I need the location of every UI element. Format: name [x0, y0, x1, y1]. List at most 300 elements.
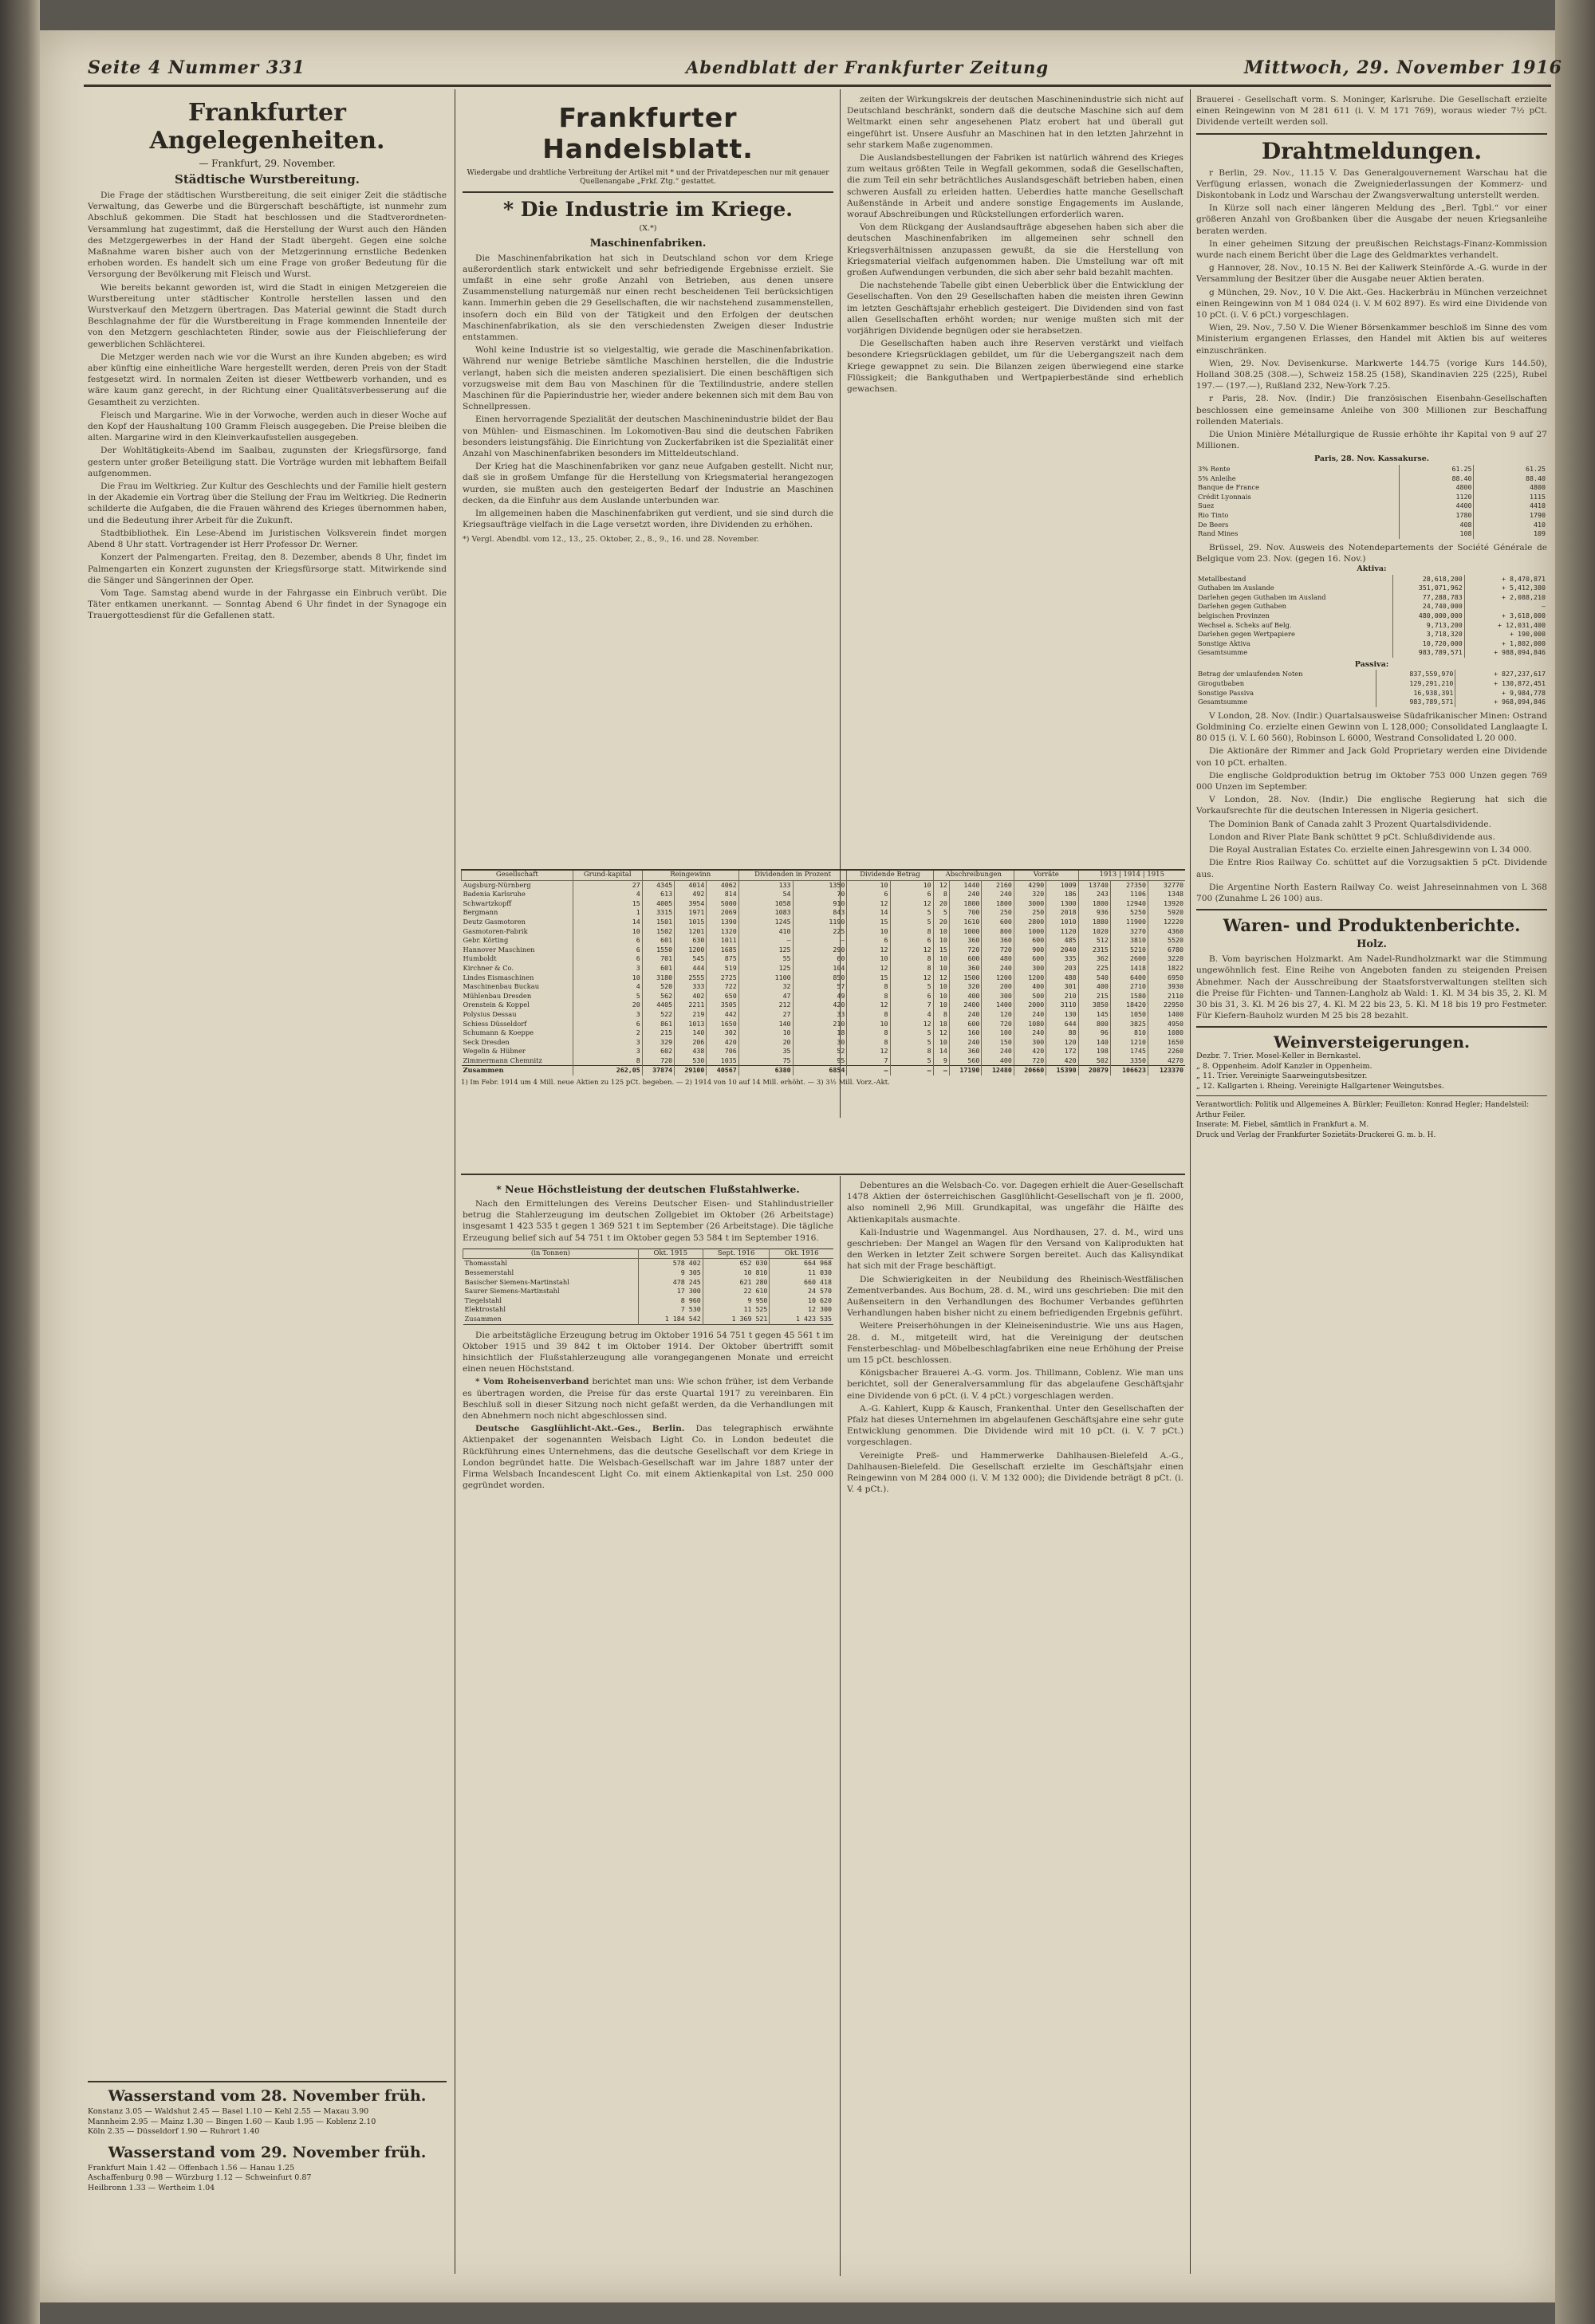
table-cell: 300 [982, 992, 1014, 1001]
paris-rates-title: Paris, 28. Nov. Kassakurse. [1313, 454, 1430, 464]
table-cell: 2000 [1014, 1001, 1046, 1010]
table-cell: Zimmermann Chemnitz [463, 1056, 542, 1064]
table-cell: 212 [738, 1001, 793, 1010]
table-cell: 8 [847, 1028, 890, 1038]
water-level-row: Frankfurt Main 1.42 — Offenbach 1.56 — Hanau 1.25 [88, 2163, 295, 2173]
table-cell: Wegelin & Hübner [463, 1047, 526, 1056]
column-rule [1190, 89, 1191, 2274]
table-cell: + 9,984,778 [1455, 689, 1547, 698]
liabilities-title: Passiva: [1354, 659, 1389, 669]
table-cell: 6380 [738, 1066, 793, 1075]
table-cell: 172 [1046, 1047, 1078, 1056]
table-cell: 20 [738, 1038, 793, 1048]
wood-report: B. Vom bayrischen Holzmarkt. Am Nadel-Rundholzmarkt war die Stimmung ungewöhnlich fest. Eine Reihe von Angeboten fanden zu steigenden Preisen Abnehmer. Nach der Ausschreibung der Staatsforstverwaltungen stellten sich die Preise für Fichten- und Tannen-Langholz ab Wald: 1. Kl. M 34 bis 35, 2. Kl. M 30 bis 31, 3. Kl. M 26 bis 27, 4. Kl. M 22 bis 23, 5. Kl. M 18 bis 19 pro Festmeter. Für Kiefern-Bauholz wurden M 25 bis 28 bezahlt. [1196, 954, 1547, 1021]
table-cell: 12 [847, 946, 890, 955]
article-body [1196, 167, 1547, 452]
table-cell: 1650 [1148, 1038, 1185, 1048]
paragraph: g Hannover, 28. Nov., 10.15 N. Bei der Kaliwerk Steinförde A.-G. wurde in der Versammlung der Besitzer über die Ausgabe neuer Aktien beraten. [1196, 263, 1547, 285]
wine-auction-row: „ 11. Trier. Vereinigte Saarweingutsbesitzer. [1196, 1072, 1368, 1081]
table-cell: 600 [1014, 954, 1046, 964]
table-cell: 262,05 [573, 1066, 642, 1075]
paragraph: In Kürze soll nach einer längeren Meldung des „Berl. Tgbl.“ vor einer größeren Anzahl von Großbanken über die Ausgabe der neuen Kriegsanleihe beraten werden. [1196, 203, 1547, 236]
paragraph: Der Krieg hat die Maschinenfabriken vor ganz neue Aufgaben gestellt. Nicht nur, daß sie in großem Umfange für die Herstellung von Kriegsmaterial herangezogen wurden, sie mußten auch den gesteigerten Bedarf der Industrie an Maschinen decken, da die Einfuhr aus dem Auslande unterbunden war. [463, 462, 833, 505]
table-cell: 77,288,783 [1393, 593, 1465, 603]
table-sum-row [462, 1066, 1186, 1075]
table-cell: 10 [933, 1001, 949, 1010]
table-row [1196, 621, 1547, 631]
table-cell: 1800 [1078, 899, 1110, 909]
table-cell: Schiess Düsseldorf [463, 1019, 527, 1028]
table-cell: 1 423 535 [770, 1315, 833, 1324]
table-cell: 120 [982, 1010, 1014, 1020]
water-level-row: Aschaffenburg 0.98 — Würzburg 1.12 — Schweinfurt 0.87 [88, 2173, 312, 2182]
assets-title: Aktiva: [1357, 564, 1387, 574]
table-cell: 1348 [1148, 890, 1185, 899]
newspaper-title-header: Abendblatt der Frankfurter Zeitung [686, 57, 1050, 77]
table-cell: 60 [793, 954, 847, 964]
table-cell: 335 [1046, 954, 1078, 964]
table-cell: 488 [1046, 973, 1078, 983]
table-cell: 420 [793, 1001, 847, 1010]
table-cell: 28,618,200 [1393, 575, 1465, 584]
table-cell: Darlehen gegen Guthaben im Ausland [1198, 592, 1326, 601]
table-cell: 1350 [793, 880, 847, 890]
footnote: *) Vergl. Abendbl. vom 12., 13., 25. Oktober, 2., 8., 9., 16. und 28. November. [463, 535, 759, 545]
table-cell: Zusammen [462, 1066, 573, 1075]
table-row [462, 1056, 1186, 1066]
article-number: (X.*) [639, 224, 657, 233]
table-cell: 360 [949, 936, 982, 946]
table-cell: + 12,031,400 [1464, 621, 1547, 631]
table-cell: 4005 [642, 899, 674, 909]
table-cell: 240 [1014, 1010, 1046, 1020]
table-cell: 9 [933, 1056, 949, 1066]
water-level-row: Köln 2.35 — Düsseldorf 1.90 — Ruhrort 1.40 [88, 2127, 260, 2136]
imprint-line: Druck und Verlag der Frankfurter Sozietäts-Druckerei G. m. b. H. [1196, 1131, 1436, 1139]
table-row [1196, 593, 1547, 603]
table-cell: 1080 [1014, 1020, 1046, 1029]
table-cell: 1685 [707, 946, 738, 955]
table-cell: 442 [707, 1010, 738, 1020]
table-cell: 140 [738, 1020, 793, 1029]
table-cell: 613 [642, 890, 674, 899]
table-cell: 10 [933, 964, 949, 973]
table-cell: 215 [642, 1028, 674, 1038]
table-cell: Metallbestand [1198, 574, 1246, 583]
table-row [462, 973, 1186, 983]
table-cell: 206 [675, 1038, 707, 1048]
table-cell: Gesamtsumme [1198, 648, 1248, 657]
table-row [1196, 648, 1547, 658]
table-cell: 203 [1046, 964, 1078, 973]
paragraph: Der Wohltätigkeits-Abend im Saalbau, zugunsten der Kriegsfürsorge, fand gestern unter großer Beteiligung statt. Die Vorträge wurden mit lebhaftem Beifall aufgenommen. [88, 446, 447, 478]
table-cell: 1880 [1078, 918, 1110, 927]
table-cell: 15 [573, 899, 642, 909]
table-cell: 20660 [1014, 1066, 1046, 1075]
table-row [1196, 639, 1547, 649]
table-cell: 290 [793, 946, 847, 955]
table-cell: 1011 [707, 936, 738, 946]
paragraph: Nach den Ermittelungen des Vereins Deutscher Eisen- und Stahlindustrieller betrug die Stahlerzeugung im deutschen Zollgebiet im Oktober (26 Arbeitstage) insgesamt 1 423 535 t gegen 1 369 521 t im September (26 Arbeitstage). Die tägliche Erzeugung belief sich auf 54 751 t im Oktober gegen 53 584 t im September 1916. [463, 1199, 833, 1243]
table-cell: 12 [847, 1001, 890, 1010]
table-cell: 5250 [1110, 908, 1148, 918]
table-row [1196, 483, 1547, 493]
table-row [1196, 630, 1547, 639]
table-cell: 1390 [707, 918, 738, 927]
table-cell: 400 [1078, 982, 1110, 992]
table-cell: Suez [1198, 501, 1215, 510]
table-cell: 800 [1078, 1020, 1110, 1029]
table-cell: 837,559,970 [1376, 670, 1455, 679]
table-cell: 2110 [1148, 992, 1185, 1001]
table-header: Dividende Betrag [847, 871, 933, 880]
paragraph: Königsbacher Brauerei A.-G. vorm. Jos. Thillmann, Coblenz. Wie man uns berichtet, soll der Generalversammlung für das abgelaufene Geschäftsjahr eine Dividende von 6 pCt. (i. V. 4 pCt.) vorgeschlagen werden. [847, 1368, 1183, 1401]
table-cell: Wechsel a. Scheks auf Belg. [1198, 620, 1292, 629]
steel-production-table [463, 1249, 833, 1325]
table-cell: 300 [1014, 964, 1046, 973]
table-cell: 362 [1078, 954, 1110, 964]
table-cell: 7 530 [638, 1305, 703, 1315]
table-cell: 360 [982, 936, 1014, 946]
table-cell: 10 [933, 992, 949, 1001]
table-cell: + 130,872,451 [1455, 679, 1547, 689]
table-cell: 1245 [738, 918, 793, 927]
table-cell: 70 [793, 890, 847, 899]
table-cell: Bergmann [463, 908, 498, 917]
table-cell: 61.25 [1474, 465, 1547, 474]
table-cell: 8 [933, 890, 949, 899]
table-cell: 720 [642, 1056, 674, 1066]
paragraph: Vereinigte Preß- und Hammerwerke Dahlhausen-Bielefeld A.-G., Dahlhausen-Bielefeld. Die Gesellschaft erzielte im Geschäftsjahr einen Reingewinn von M 284 000 (i. V. M 132 000); die Dividende beträgt 8 pCt. (i. V. 4 pCt.). [847, 1450, 1183, 1495]
machine-factories-table [461, 869, 1185, 1175]
paragraph: Im allgemeinen haben die Maschinenfabriken gut verdient, und sie sind durch die Kriegsaufträge vielfach in die Lage versetzt worden, ihre Dividenden zu erhöhen. [463, 508, 833, 530]
table-cell: 1013 [675, 1020, 707, 1029]
table-cell: 1 184 542 [638, 1315, 703, 1324]
table-row [462, 964, 1186, 973]
wine-auction-row: Dezbr. 7. Trier. Mosel-Keller in Bernkastel. [1196, 1052, 1361, 1061]
paragraph: V London, 28. Nov. (Indir.) Quartalsausweise Südafrikanischer Minen: Ostrand Goldmining Co. erzielte einen Gewinn von L 128,000; Consolidated Langlaagte L 80 015 (i. V. L 60 560), Robinson L 6000, Westrand Consolidated L 20 000. [1196, 710, 1547, 744]
table-cell: 4014 [675, 880, 707, 890]
table-cell: 410 [1474, 521, 1547, 530]
table-cell: Zusammen [464, 1314, 502, 1323]
water-level-box [88, 2081, 447, 2272]
table-cell: + 2,088,210 [1464, 593, 1547, 603]
paragraph: Wien, 29. Nov., 7.50 V. Die Wiener Börsenkammer beschloß im Sinne des vom Ministerium ergangenen Erlasses, den Handel mit Aktien bis auf weiteres einzuschränken. [1196, 323, 1547, 356]
imprint-line: Inserate: M. Fiebel, sämtlich in Frankfurt a. M. [1196, 1121, 1369, 1130]
paragraph: Die Royal Australian Estates Co. erzielte einen Jahresgewinn von L 34 000. [1209, 845, 1532, 855]
table-cell: Orenstein & Koppel [463, 1001, 530, 1009]
masthead-rule [84, 85, 1551, 87]
table-cell: 850 [793, 973, 847, 983]
london-reports [1196, 710, 1547, 904]
wine-auction-row: „ 12. Kallgarten i. Rheing. Vereinigte Hallgartener Weingutsbes. [1196, 1081, 1444, 1091]
table-cell: 14 [573, 918, 642, 927]
table-cell: 2725 [707, 973, 738, 983]
table-cell: 5 [890, 908, 933, 918]
table-row [1196, 698, 1547, 707]
paragraph: Die Frau im Weltkrieg. Zur Kultur des Geschlechts und der Familie hielt gestern in der Akademie ein Vortrag über die Stellung der Frau im Weltkrieg. Die Rednerin schilderte die Aufgaben, die die Frauen während des Krieges übernommen haben, und die Bedeutung ihrer Arbeit für die Zukunft. [88, 482, 447, 525]
table-cell: 400 [949, 992, 982, 1001]
paragraph: Konzert der Palmengarten. Freitag, den 8. Dezember, abends 8 Uhr, findet im Palmengarten ein Konzert zugunsten der Kriegsfürsorge statt. Mitwirkende sind die Sänger und Sängerinnen der Oper. [88, 552, 447, 585]
table-cell: 6 [890, 890, 933, 899]
article-title: * Vom Roheisenverband [475, 1377, 589, 1387]
table-header: (in Tonnen) [463, 1249, 639, 1259]
table-cell: 420 [1046, 1056, 1078, 1066]
table-cell: 3 [573, 1038, 642, 1048]
table-cell: 240 [949, 890, 982, 899]
table-cell: 24,740,000 [1393, 602, 1465, 611]
imprint-line: Verantwortlich: Politik und Allgemeines A. Bürkler; Feuilleton: Konrad Hegler; Handelsteil: Arthur Feiler. [1196, 1101, 1530, 1119]
table-cell: 11 525 [703, 1305, 770, 1315]
table-notes: 1) Im Febr. 1914 um 4 Mill. neue Aktien zu 125 pCt. begeben. — 2) 1914 von 10 auf 14 Mill. erhöht. — 3) 3½ Mill. Vorz.-Akt. [461, 1079, 890, 1087]
table-cell: 4800 [1399, 483, 1474, 493]
table-row [1196, 679, 1547, 689]
table-cell: 15 [847, 973, 890, 983]
table-cell: 18 [933, 1020, 949, 1029]
table-cell: Schumann & Koeppe [463, 1028, 534, 1037]
table-cell: 49 [793, 992, 847, 1001]
table-row [462, 918, 1186, 927]
table-row [1196, 689, 1547, 698]
page-number-header: Seite 4 Nummer 331 [88, 57, 305, 78]
table-cell: 4 [573, 982, 642, 992]
table-cell: 1550 [642, 946, 674, 955]
table-cell: 5 [890, 918, 933, 927]
paragraph: Wien, 29. Nov. Devisenkurse. Markwerte 144.75 (vorige Kurs 144.50), Holland 308.25 (308.—), Schweiz 158.25 (158), Skandinavien 225 (225), Rubel 197.— (197.—), Rußland 232, New-York 7.25. [1196, 358, 1547, 391]
paragraph: Kali-Industrie und Wagenmangel. Aus Nordhausen, 27. d. M., wird uns geschrieben: Der Mangel an Wagen für den Versand von Kaliprodukten hat den Werken in letzter Zeit schwere Sorgen bereitet. Auch das Kalisyndikat hat sich mit der Frage beschäftigt. [847, 1227, 1183, 1272]
table-row [462, 982, 1186, 992]
table-header: Grund-kapital [573, 871, 642, 880]
table-cell: 1822 [1148, 964, 1185, 973]
table-cell: 129,291,210 [1376, 679, 1455, 689]
table-cell: 8 [890, 964, 933, 973]
table-cell: 130 [1046, 1010, 1078, 1020]
table-cell: 6950 [1148, 973, 1185, 983]
table-cell: De Beers [1198, 520, 1229, 529]
table-cell: Polysius Dessau [463, 1009, 517, 1018]
paragraph: g München, 29. Nov., 10 V. Die Akt.-Ges. Hackerbräu in München verzeichnet einen Reingewinn von M 1 084 024 (i. V. M 602 897). Es wird eine Dividende von 10 pCt. (i. V. 6 pCt.) vorgeschlagen. [1196, 287, 1547, 320]
water-level-title: Wasserstand vom 28. November früh. [108, 2087, 427, 2105]
table-cell: 400 [1014, 982, 1046, 992]
table-cell: 32 [738, 982, 793, 992]
table-cell: 1020 [1078, 927, 1110, 937]
table-cell: Lindes Eismaschinen [463, 973, 534, 981]
table-cell: Deutz Gasmotoren [463, 917, 526, 926]
paragraph: r Berlin, 29. Nov., 11.15 V. Das Generalgouvernement Warschau hat die Verfügung erlassen, wonach die Zweigniederlassungen der Kommerz- und Diskontobank in Lodz und Warschau der Zwangsverwaltung unterstellt werden. [1196, 167, 1547, 201]
table-cell: 438 [675, 1047, 707, 1056]
article-title: * Neue Höchstleistung der deutschen Flußstahlwerke. [496, 1183, 800, 1195]
paragraph: In einer geheimen Sitzung der preußischen Reichstags-Finanz-Kommission wurde nach einem Bericht über die Lage des Geldmarktes verhandelt. [1196, 238, 1547, 261]
table-row [1196, 602, 1547, 611]
table-cell: 20 [933, 918, 949, 927]
table-cell: 10 [847, 927, 890, 937]
table-cell: 983,789,571 [1393, 648, 1465, 658]
table-cell: 18420 [1110, 1001, 1148, 1010]
table-cell: 4360 [1148, 927, 1185, 937]
table-cell: Gasmotoren-Fabrik [463, 926, 528, 935]
table-cell: Rand Mines [1198, 529, 1239, 538]
table-cell: 15 [847, 918, 890, 927]
paragraph: V London, 28. Nov. (Indir.) Die englische Regierung hat sich die Vorkaufsrechte für die deutschen Interessen in Nigeria gesichert. [1196, 795, 1547, 816]
table-cell: + 1,802,000 [1464, 639, 1547, 649]
table-cell: Kirchner & Co. [463, 963, 514, 972]
paragraph: Von dem Rückgang der Auslandsaufträge abgesehen haben sich aber die deutschen Maschinenfabriken im allgemeinen sehr schnell den Kriegsverhältnissen anzupassen gewußt, da sie die Herstellung von Kriegsmaterial vielfach aufgenommen haben. Die Umstellung war oft mit großen Aufwendungen verbunden, die sich aber sehr bald bezahlt machten. [847, 222, 1183, 278]
table-cell: 5520 [1148, 936, 1185, 946]
table-cell: 95 [793, 1056, 847, 1066]
table-cell: 360 [949, 1047, 982, 1056]
table-cell: 198 [1078, 1047, 1110, 1056]
table-cell: Maschinenbau Buckau [463, 982, 540, 991]
table-cell: 5920 [1148, 908, 1185, 918]
table-row [1196, 670, 1547, 679]
table-cell: 2600 [1110, 954, 1148, 964]
table-cell: 4400 [1399, 501, 1474, 511]
table-cell: 1971 [675, 908, 707, 918]
wine-auction-row: „ 8. Oppenheim. Adolf Kanzler in Oppenheim. [1196, 1061, 1372, 1071]
table-cell: 55 [738, 954, 793, 964]
table-cell: 7 [847, 1056, 890, 1066]
table-cell: 27 [573, 880, 642, 890]
table-cell: 1580 [1110, 992, 1148, 1001]
table-cell: 3315 [642, 908, 674, 918]
paragraph: Die Union Minière Métallurgique de Russie erhöhte ihr Kapital von 9 auf 27 Millionen. [1196, 430, 1547, 451]
table-cell: 3 [573, 964, 642, 973]
wire-reports-title: Drahtmeldungen. [1261, 137, 1483, 164]
table-cell: + 988,094,846 [1464, 648, 1547, 658]
table-cell: 1058 [738, 899, 793, 909]
brussels-notice: Brüssel, 29. Nov. Ausweis des Notendepartements der Société Générale de Belgique vom 23. Nov. (gegen 16. Nov.) [1196, 542, 1547, 564]
table-cell: Humboldt [463, 954, 497, 963]
table-cell: 360 [949, 964, 982, 973]
table-cell: 12 [890, 899, 933, 909]
table-row [1196, 465, 1547, 474]
table-cell: 6 [890, 936, 933, 946]
table-cell: Darlehen gegen Wertpapiere [1198, 630, 1295, 639]
table-cell: 3110 [1046, 1001, 1078, 1010]
table-header: 1913 | 1914 | 1915 [1078, 871, 1185, 880]
table-cell: 8 [847, 982, 890, 992]
table-cell: 61.25 [1399, 465, 1474, 474]
assets-table [1196, 575, 1547, 658]
table-cell: 1106 [1110, 890, 1148, 899]
table-cell: 1650 [707, 1020, 738, 1029]
table-cell: 700 [949, 908, 982, 918]
table-cell: 1201 [675, 927, 707, 937]
table-cell: 35 [738, 1047, 793, 1056]
table-cell: Basischer Siemens-Martinstahl [464, 1277, 569, 1286]
table-cell: 2069 [707, 908, 738, 918]
table-header: Okt. 1915 [638, 1249, 703, 1259]
table-cell: 12940 [1110, 899, 1148, 909]
dateline: — Frankfurt, 29. November. [199, 158, 336, 169]
table-cell: 1010 [1046, 918, 1078, 927]
table-cell: 512 [1078, 936, 1110, 946]
table-cell: 8 [847, 1038, 890, 1048]
table-cell: 4800 [1474, 483, 1547, 493]
table-cell: 47 [738, 992, 793, 1001]
table-cell: 225 [793, 927, 847, 937]
table-cell: 6854 [793, 1066, 847, 1075]
table-cell: — [847, 1066, 890, 1075]
table-cell: 32770 [1148, 880, 1185, 890]
table-cell: 88.40 [1399, 474, 1474, 484]
commodity-reports-title: Waren- und Produktenberichte. [1223, 915, 1521, 936]
table-header: Dividenden in Prozent [738, 871, 847, 880]
table-cell: 1501 [642, 918, 674, 927]
table-cell: 4062 [707, 880, 738, 890]
table-cell: 16,938,391 [1376, 689, 1455, 698]
liabilities-table [1196, 670, 1547, 706]
table-cell: 210 [1046, 992, 1078, 1001]
statistics-table [461, 871, 1185, 1075]
table-row [463, 1259, 834, 1268]
table-cell: Saurer Siemens-Martinstahl [464, 1287, 560, 1296]
table-cell: Augsburg-Nürnberg [463, 880, 531, 889]
table-row [462, 936, 1186, 946]
table-row [1196, 521, 1547, 530]
table-cell: 14 [933, 1047, 949, 1056]
table-cell: 3850 [1078, 1001, 1110, 1010]
table-cell: 6400 [1110, 973, 1148, 983]
table-row [463, 1287, 834, 1296]
table-cell: 420 [1014, 1047, 1046, 1056]
table-cell: 706 [707, 1047, 738, 1056]
table-cell: 302 [707, 1028, 738, 1038]
table-cell: 106623 [1110, 1066, 1148, 1075]
table-cell: 10 [933, 954, 949, 964]
paragraph: Die Auslandsbestellungen der Fabriken ist natürlich während des Krieges zum weitaus größten Teile in Wegfall gekommen, sodaß die Gesellschaften, die zum Teil ein sehr beträchtliches Auslandsgeschäft betrieben haben, einen schweren Ausfall zu erleiden hatten. Ueberdies hatte manche Gesellschaft Außenstände in Arbeit und andere sonstige Engagements im Auslande, worauf Abschreibungen und Rückstellungen erforderlich waren. [847, 153, 1183, 220]
table-cell: 12 [890, 946, 933, 955]
column-rule [840, 1176, 841, 2276]
table-cell: + 8,470,871 [1464, 575, 1547, 584]
table-cell: — [1464, 602, 1547, 611]
table-cell: 12 [847, 899, 890, 909]
table-cell: 861 [642, 1020, 674, 1029]
paragraph: London and River Plate Bank schüttet 9 pCt. Schlußdividende aus. [1209, 832, 1495, 842]
table-cell: Crédit Lyonnais [1198, 492, 1251, 501]
table-cell: 33 [793, 1010, 847, 1020]
column-wire-reports [1196, 94, 1547, 2275]
table-cell: 329 [642, 1038, 674, 1048]
table-cell: 814 [707, 890, 738, 899]
table-cell: 3220 [1148, 954, 1185, 964]
table-cell: 8 [847, 992, 890, 1001]
water-level-row: Konstanz 3.05 — Waldshut 2.45 — Basel 1.10 — Kehl 2.55 — Maxau 3.90 [88, 2107, 369, 2116]
table-cell: 2800 [1014, 918, 1046, 927]
table-cell: 37874 [642, 1066, 674, 1075]
table-cell: 9,713,200 [1393, 621, 1465, 631]
table-cell: 12 300 [770, 1305, 833, 1315]
article-body [463, 253, 833, 545]
table-cell: 4410 [1474, 501, 1547, 511]
article-title: Städtische Wurstbereitung. [175, 172, 360, 187]
table-cell: 123370 [1148, 1066, 1185, 1075]
table-cell: 320 [949, 982, 982, 992]
table-cell: 520 [642, 982, 674, 992]
table-cell: 12 [933, 880, 949, 890]
table-cell: 104 [793, 964, 847, 973]
table-cell: 8 [890, 1047, 933, 1056]
table-row [462, 1047, 1186, 1056]
table-cell: Gesamtsumme [1198, 698, 1248, 706]
table-cell: 11900 [1110, 918, 1148, 927]
table-cell: 601 [642, 936, 674, 946]
table-cell: 140 [1078, 1038, 1110, 1048]
table-cell: 10 [847, 880, 890, 890]
table-cell: 3954 [675, 899, 707, 909]
table-row [462, 1001, 1186, 1010]
table-row [462, 946, 1186, 955]
